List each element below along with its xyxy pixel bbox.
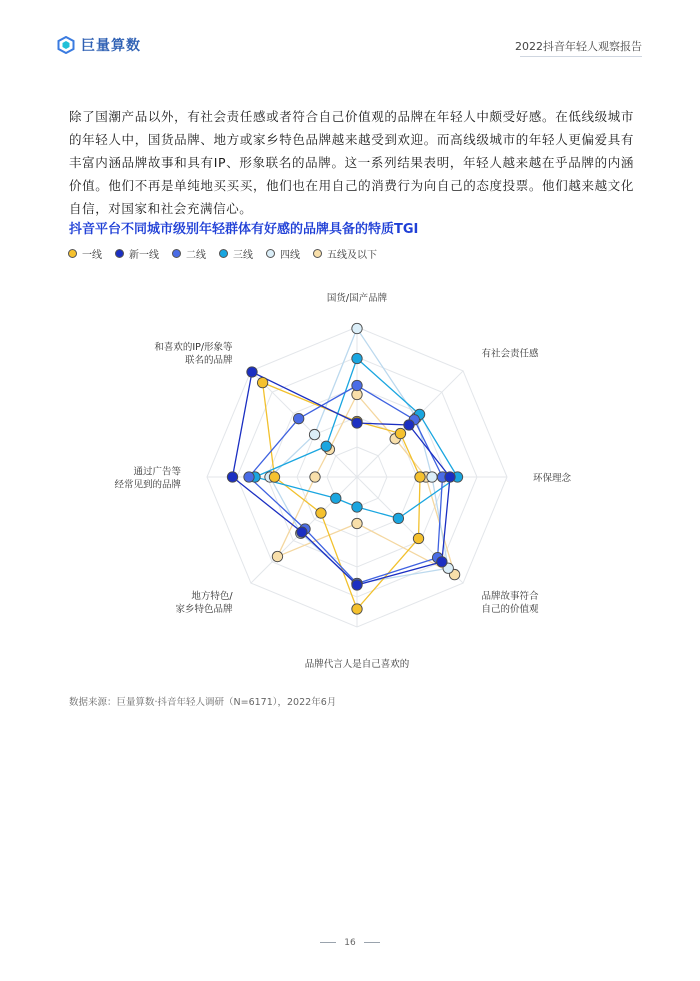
chart-legend: [68, 246, 390, 261]
legend-item: [266, 246, 300, 261]
page-header: [0, 0, 700, 60]
data-source-note: 数据来源：巨量算数·抖音年轻人调研（N=6171），2022年6月: [69, 697, 337, 708]
legend-label: 一线: [82, 250, 102, 261]
axis-label: 经常见到的品牌: [114, 479, 181, 491]
data-point: [393, 513, 403, 523]
data-point: [269, 472, 279, 482]
chart-title: 抖音平台不同城市级别年轻群体有好感的品牌具备的特质TGI: [69, 222, 419, 237]
data-point: [445, 472, 455, 482]
data-point: [413, 533, 423, 543]
data-point: [352, 418, 362, 428]
data-point: [395, 428, 405, 438]
logo-icon: [57, 36, 75, 54]
data-point: [352, 502, 362, 512]
data-point: [415, 472, 425, 482]
data-point: [352, 580, 362, 590]
page-number-dash-right: [364, 942, 380, 943]
data-point: [227, 472, 237, 482]
series-line: [270, 329, 448, 584]
data-point: [437, 557, 447, 567]
data-point: [257, 377, 267, 387]
legend-label: 五线及以下: [327, 250, 377, 261]
legend-swatch: [68, 249, 77, 258]
legend-swatch: [313, 249, 322, 258]
data-point: [297, 527, 307, 537]
page-number-text: 16: [344, 938, 356, 948]
header-divider: [520, 56, 642, 57]
axis-label: 和喜欢的IP/形象等: [154, 342, 233, 354]
axis-label: 品牌代言人是自己喜欢的: [304, 659, 410, 670]
body-paragraph: 除了国潮产品以外，有社会责任感或者符合自己价值观的品牌在年轻人中颇受好感。在低线级城市的年轻人中，国货品牌、地方或家乡特色品牌越来越受到欢迎。而高线级城市的年轻人更偏爱具有丰富内涵品牌故事和具有IP、形象联名的品牌。这一系列结果表明，年轻人越来越在乎品牌的内涵价值。他们不再是单纯地买买买，他们也在用自己的消费行为向自己的态度投票。他们越来越文化自信，对国家和社会充满信心。: [69, 109, 634, 216]
legend-label: 四线: [280, 250, 300, 261]
legend-swatch: [266, 249, 275, 258]
series-line: [263, 383, 420, 609]
data-point: [331, 493, 341, 503]
legend-label: 三线: [233, 250, 253, 261]
legend-label: 新一线: [129, 250, 159, 261]
data-point: [244, 472, 254, 482]
page-number: [0, 938, 700, 948]
data-point: [293, 413, 303, 423]
legend-swatch: [219, 249, 228, 258]
axis-label: 国货/国产品牌: [326, 293, 388, 304]
legend-item: [172, 246, 206, 261]
data-point: [272, 551, 282, 561]
logo-text: 巨量算数: [81, 38, 141, 54]
axis-label: 地方特色/: [191, 590, 233, 602]
data-point: [352, 323, 362, 333]
data-point: [352, 604, 362, 614]
axis-label: 有社会责任感: [481, 348, 539, 360]
data-point: [404, 420, 414, 430]
axis-label: 环保理念: [533, 473, 572, 484]
brand-logo: [57, 35, 141, 55]
radar-axis-labels: [114, 292, 571, 670]
page-number-dash-left: [320, 942, 336, 943]
axis-label: 家乡特色品牌: [175, 603, 233, 615]
legend-item: [115, 246, 159, 261]
legend-swatch: [115, 249, 124, 258]
radar-chart: [0, 270, 700, 690]
legend-item: [219, 246, 253, 261]
axis-label: 联名的品牌: [185, 355, 233, 367]
data-point: [427, 472, 437, 482]
data-point: [352, 380, 362, 390]
axis-label: 自己的价值观: [481, 603, 539, 615]
data-point: [309, 429, 319, 439]
data-point: [352, 518, 362, 528]
legend-item: [68, 246, 102, 261]
axis-label: 通过广告等: [133, 466, 181, 478]
data-point: [316, 508, 326, 518]
legend-label: 二线: [186, 250, 206, 261]
legend-item: [313, 246, 377, 261]
legend-swatch: [172, 249, 181, 258]
radar-series: [227, 323, 462, 614]
axis-label: 品牌故事符合: [481, 590, 539, 602]
data-point: [310, 472, 320, 482]
report-title: 2022抖音年轻人观察报告: [515, 40, 642, 53]
data-point: [321, 441, 331, 451]
data-point: [247, 367, 257, 377]
data-point: [352, 353, 362, 363]
